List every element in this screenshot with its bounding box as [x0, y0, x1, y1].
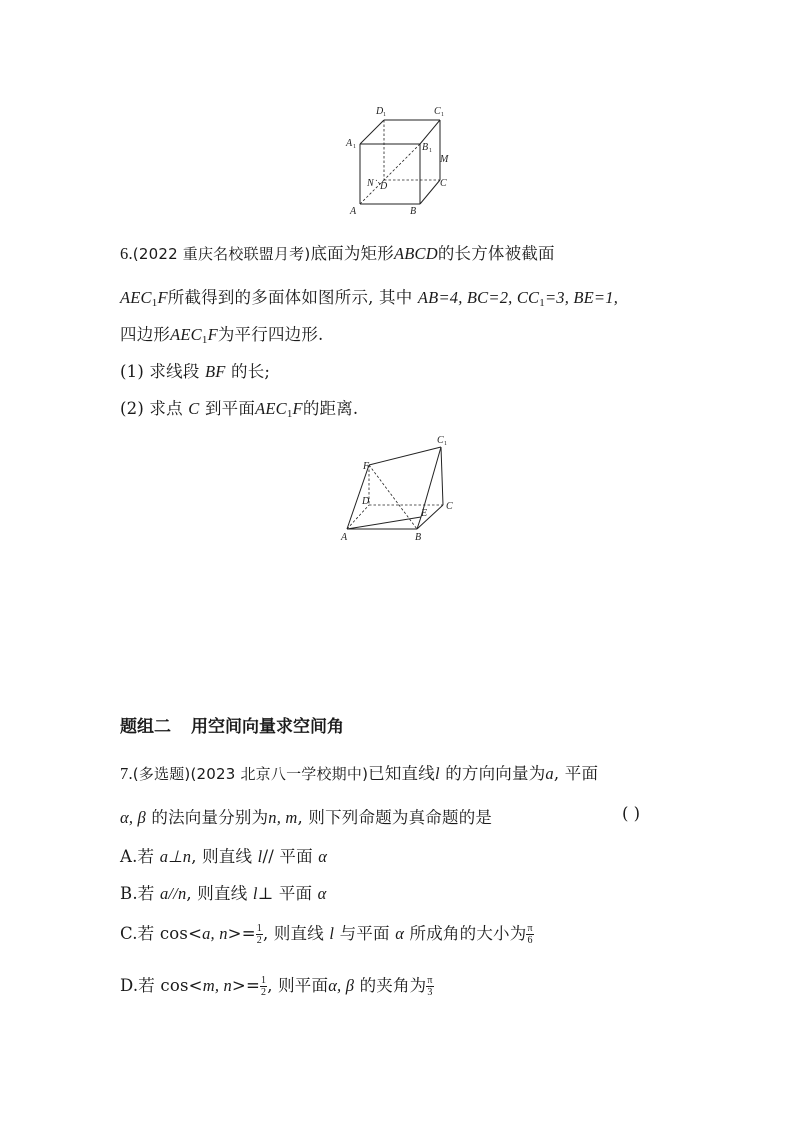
q6-bf: BF	[204, 362, 226, 381]
label-d: D	[362, 496, 370, 507]
fraction-num: π	[427, 975, 433, 986]
q6-aec: AEC	[120, 288, 152, 307]
option-c-eq: >=	[227, 924, 256, 943]
q7-line1	[120, 760, 598, 784]
option-a-prefix: A.若	[120, 847, 155, 866]
label-b: B	[415, 532, 422, 543]
q6-sub-3: 1	[201, 334, 208, 346]
label-c1: C	[434, 106, 441, 117]
q6-text-1: 底面为矩形	[310, 244, 394, 263]
label-a: A	[341, 532, 348, 543]
fraction-den: 2	[256, 935, 262, 946]
cube-diagram	[340, 100, 470, 220]
q6-lengths-1: AB=4, BC=2, CC	[417, 288, 540, 307]
label-m: M	[440, 154, 449, 165]
fraction-num: π	[527, 923, 533, 934]
label-b: B	[410, 206, 417, 217]
q6-text-3: 所截得到的多面体如图所示, 其中	[167, 288, 413, 307]
option-c-tail: 所成角的大小为	[409, 924, 527, 943]
answer-bracket: ( )	[622, 804, 641, 823]
q6-abcd: ABCD	[393, 244, 438, 263]
option-c	[120, 920, 534, 946]
fraction-pi-six	[526, 923, 533, 946]
option-d-tail: 的夹角为	[359, 976, 427, 995]
fraction-den: 3	[427, 987, 433, 998]
option-b-rel: a//n	[159, 884, 187, 903]
q7-l: l	[434, 764, 440, 783]
q7-source: (多选题)(2023 北京八一学校期中)	[132, 765, 369, 783]
q7-text-1: 已知直线	[368, 764, 435, 783]
label-b1: B	[422, 142, 429, 153]
option-a-mid: , 则直线	[191, 847, 253, 866]
q7-number: 7.	[120, 764, 133, 783]
option-a-alpha: α	[318, 847, 328, 866]
option-b-l: l	[252, 884, 258, 903]
q7-a: a	[545, 764, 554, 783]
q6-part1-prefix: (1) 求线段	[120, 362, 200, 381]
section-heading	[120, 712, 344, 737]
q7-text-2: 的方向向量为	[445, 764, 546, 783]
q6-part2	[120, 395, 358, 419]
q7-text-3: , 平面	[553, 764, 599, 783]
option-d-mid: , 则平面	[267, 976, 329, 995]
label-c1-sub: 1	[441, 112, 444, 118]
label-f: F	[363, 461, 370, 472]
fraction-den: 2	[260, 987, 267, 998]
label-e: E	[421, 508, 428, 519]
label-d: D	[380, 181, 388, 192]
q7-text-5: , 则下列命题为真命题的是	[297, 808, 493, 827]
option-d-eq: >=	[231, 976, 260, 995]
q6-f: F	[157, 288, 168, 307]
q6-lengths-2: =3, BE=1,	[544, 288, 619, 307]
q6-aec-3: AEC	[255, 399, 287, 418]
q6-part1-tail: 的长;	[231, 362, 271, 381]
option-d-prefix: D.若 cos<	[120, 976, 203, 995]
polyhedron-figure	[335, 432, 465, 547]
q6-part2-mid: 到平面	[204, 399, 256, 418]
polyhedron-diagram	[335, 432, 465, 547]
q7-alpha-beta: α, β	[120, 808, 146, 827]
option-b-alpha: α	[317, 884, 327, 903]
option-d-vars: m, n	[202, 976, 232, 995]
label-b1-sub: 1	[429, 148, 432, 154]
option-a-tail: // 平面	[262, 847, 313, 866]
option-d-alpha-beta: α, β	[328, 976, 355, 995]
fraction-den: 6	[527, 935, 533, 946]
q6-aec-2: AEC	[170, 325, 202, 344]
option-c-prefix: C.若 cos<	[120, 924, 203, 943]
option-d	[120, 972, 434, 998]
option-b-prefix: B.若	[120, 884, 155, 903]
option-c-vars: a, n	[202, 924, 228, 943]
q6-part2-tail: 的距离.	[302, 399, 359, 418]
q6-text-5: 为平行四边形.	[217, 325, 324, 344]
fraction-num: 1	[260, 975, 267, 986]
option-c-mid2: 与平面	[339, 924, 390, 943]
label-a1: A	[346, 138, 353, 149]
label-a: A	[350, 206, 357, 217]
q6-c: C	[188, 399, 200, 418]
option-b	[120, 880, 327, 904]
q7-nm: n, m	[268, 808, 298, 827]
label-c: C	[440, 178, 447, 189]
option-a-l: l	[257, 847, 263, 866]
label-c1: C	[437, 435, 444, 446]
q6-line1	[120, 240, 555, 264]
option-c-l: l	[329, 924, 335, 943]
q6-part1	[120, 358, 270, 382]
label-n: N	[367, 178, 374, 189]
option-b-tail: ⊥ 平面	[257, 884, 313, 903]
q6-sub-4: 1	[286, 408, 293, 420]
q6-f-2: F	[207, 325, 218, 344]
option-a	[120, 843, 327, 867]
fraction-num: 1	[256, 923, 262, 934]
fraction-pi-three	[426, 975, 433, 998]
section-title: 用空间向量求空间角	[191, 717, 344, 737]
q6-sub: 1	[151, 297, 158, 309]
q6-number: 6.	[120, 244, 133, 263]
cube-figure	[340, 100, 470, 220]
label-c1-sub: 1	[444, 441, 447, 447]
q6-sub-2: 1	[539, 297, 545, 309]
q6-part2-prefix: (2) 求点	[120, 399, 183, 418]
option-c-alpha: α	[395, 924, 405, 943]
q6-text-4: 四边形	[120, 325, 171, 344]
q6-line2	[120, 284, 618, 308]
q6-f-3: F	[292, 399, 303, 418]
option-c-mid: , 则直线	[262, 924, 324, 943]
label-d1: D	[376, 106, 384, 117]
option-a-rel: a⊥n	[159, 847, 192, 866]
q6-line3	[120, 321, 324, 345]
fraction-one-half	[256, 923, 263, 946]
section-label: 题组二	[120, 717, 171, 737]
label-a1-sub: 1	[353, 144, 356, 150]
option-b-mid: , 则直线	[186, 884, 248, 903]
label-c: C	[446, 501, 453, 512]
label-d1-sub: 1	[383, 112, 386, 118]
q7-text-4: 的法向量分别为	[151, 808, 269, 827]
q6-text-2: 的长方体被截面	[437, 244, 555, 263]
q7-line2	[120, 804, 492, 828]
q6-source: (2022 重庆名校联盟月考)	[132, 245, 311, 263]
